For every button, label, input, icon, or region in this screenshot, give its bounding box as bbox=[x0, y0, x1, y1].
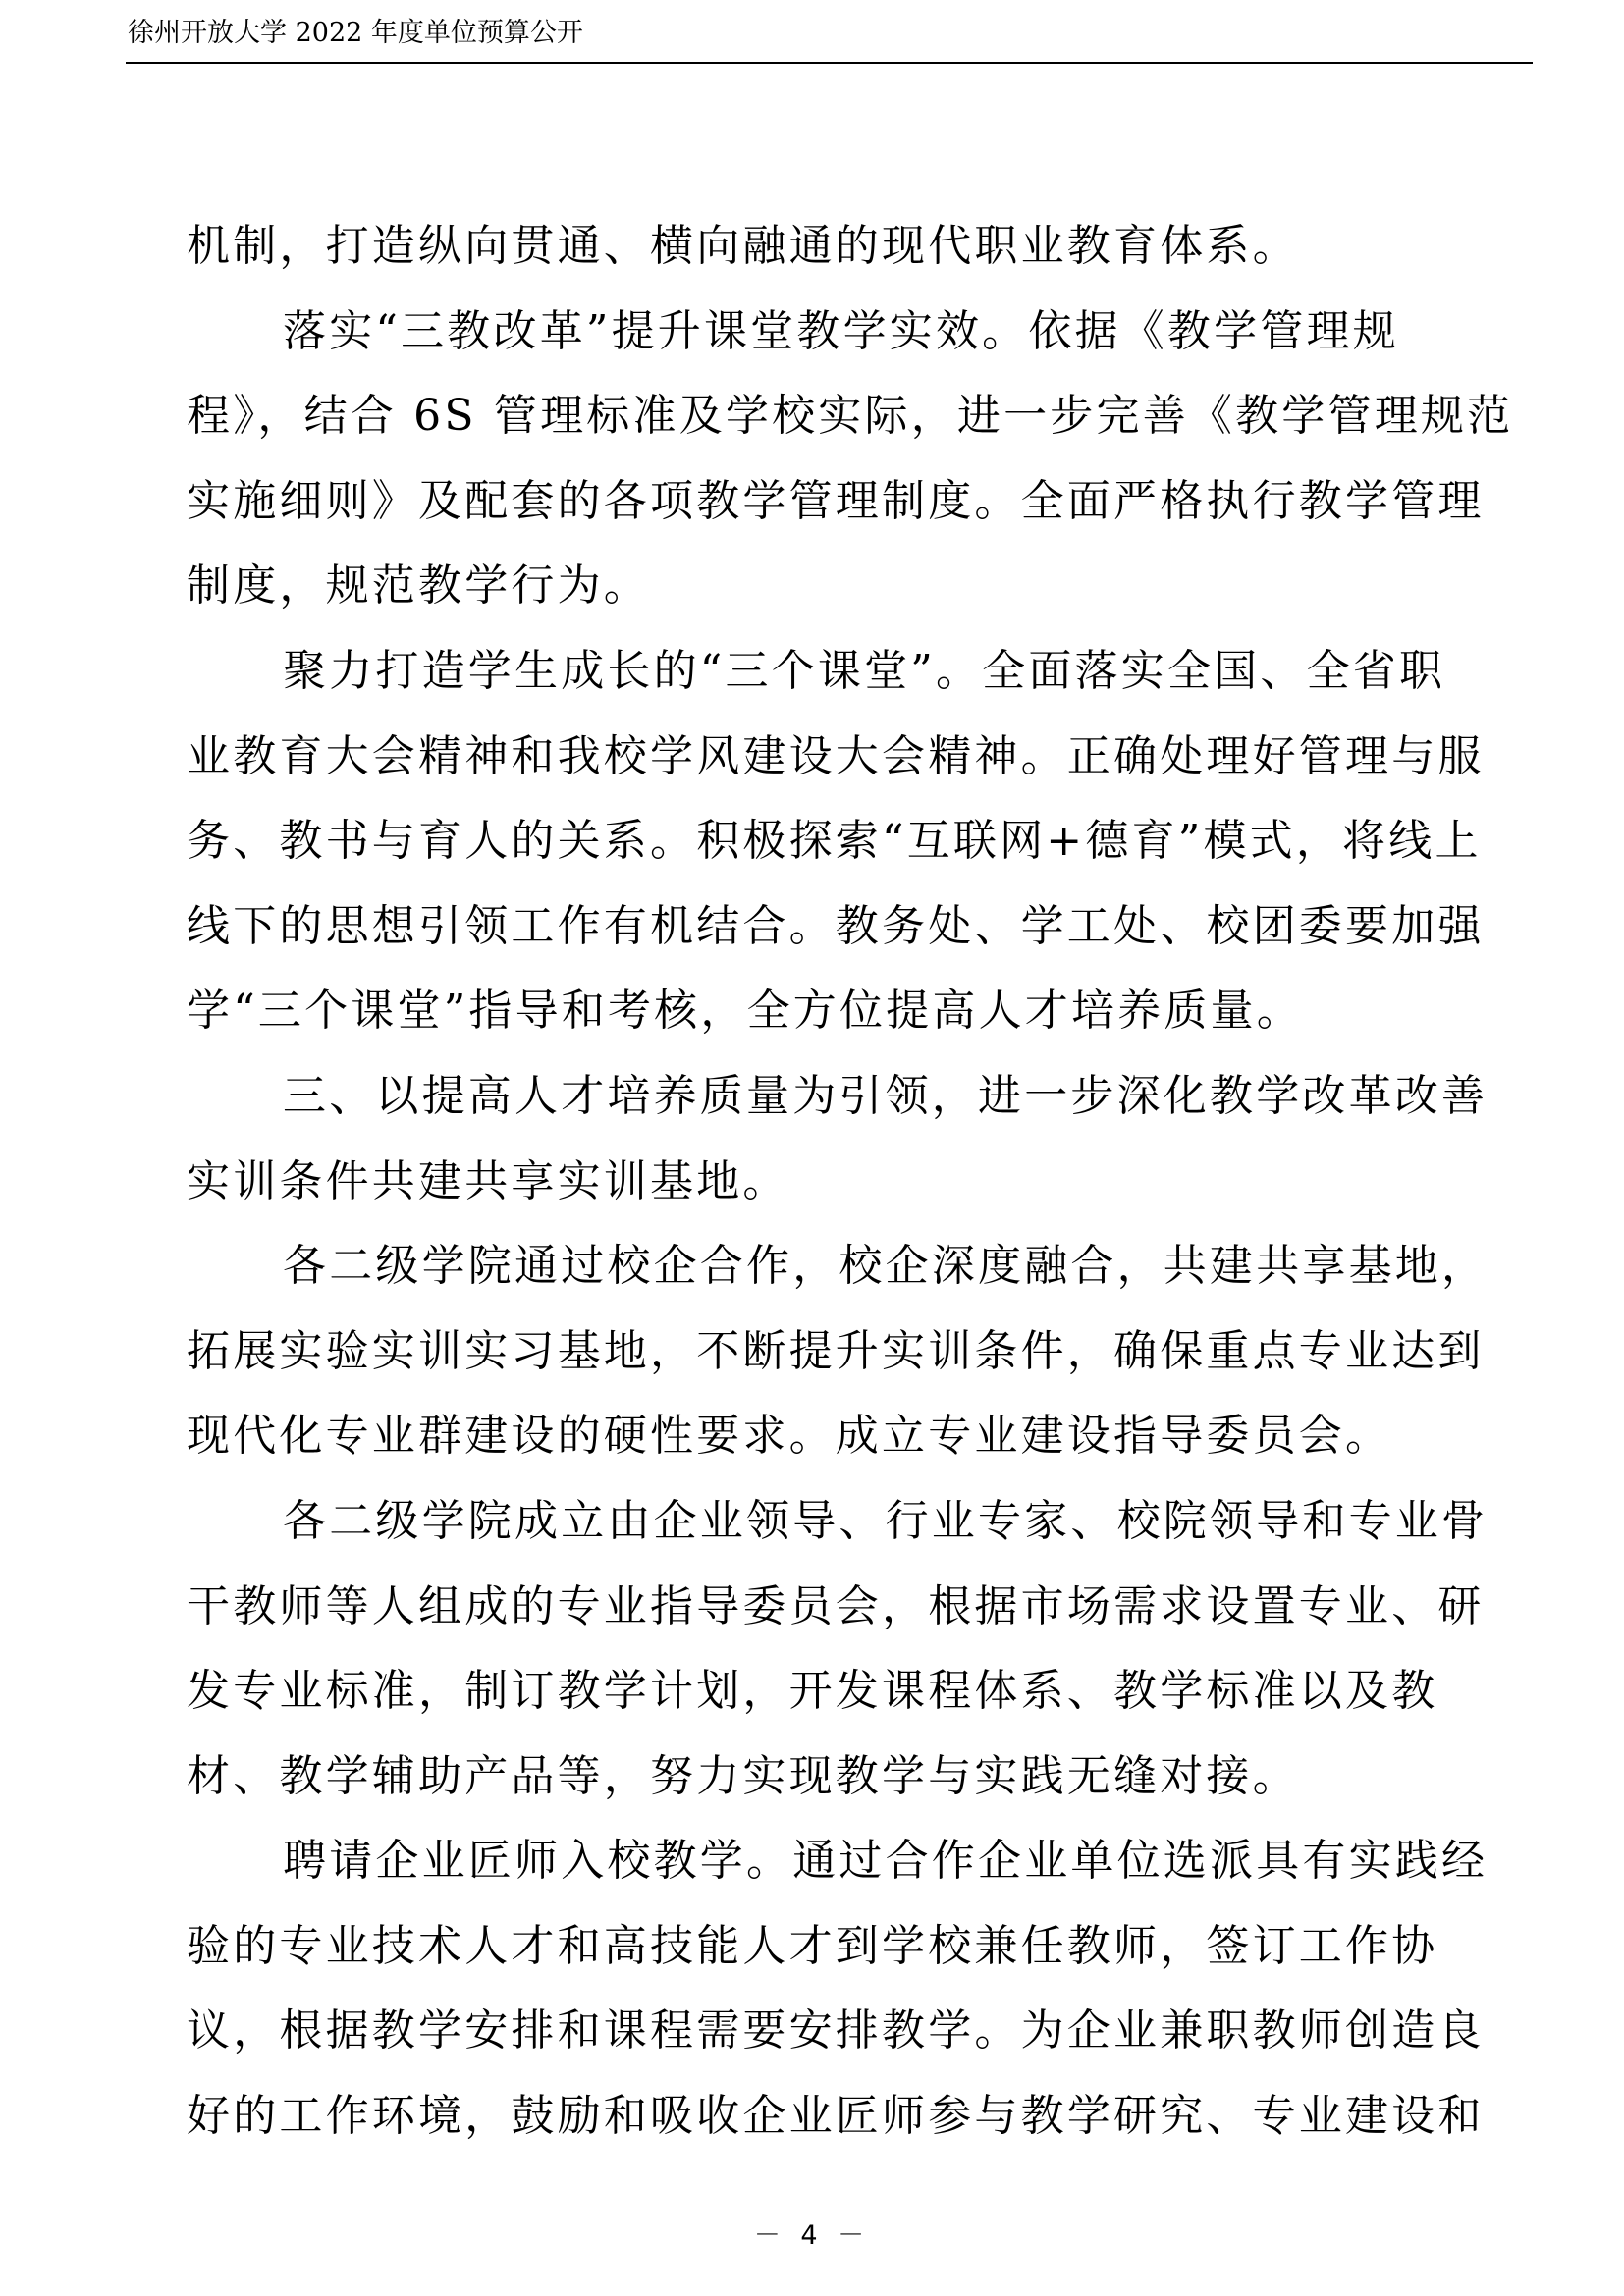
page-number: － 4 － bbox=[753, 2220, 871, 2251]
body-line: 各二级学院通过校企合作，校企深度融合，共建共享基地， bbox=[283, 1241, 1489, 1292]
body-line: 线下的思想引领工作有机结合。教务处、学工处、校团委要加强 bbox=[187, 900, 1485, 951]
body-line: 各二级学院成立由企业领导、行业专家、校院领导和专业骨 bbox=[283, 1495, 1489, 1546]
body-line: 聘请企业匠师入校教学。通过合作企业单位选派具有实践经 bbox=[283, 1836, 1489, 1887]
section-heading-line: 实训条件共建共享实训基地。 bbox=[187, 1155, 789, 1206]
body-line: 学“三个课堂”指导和考核，全方位提高人才培养质量。 bbox=[187, 986, 1303, 1037]
body-line: 务、教书与育人的关系。积极探索“互联网+德育”模式，将线上 bbox=[187, 816, 1482, 867]
body-line: 拓展实验实训实习基地，不断提升实训条件，确保重点专业达到 bbox=[187, 1325, 1485, 1376]
body-line: 议，根据教学安排和课程需要安排教学。为企业兼职教师创造良 bbox=[187, 2005, 1485, 2056]
body-line: 好的工作环境，鼓励和吸收企业匠师参与教学研究、专业建设和 bbox=[187, 2091, 1485, 2142]
body-line: 验的专业技术人才和高技能人才到学校兼任教师，签订工作协 bbox=[187, 1920, 1438, 1971]
body-line: 实施细则》及配套的各项教学管理制度。全面严格执行教学管理 bbox=[187, 475, 1485, 526]
body-line: 发专业标准，制订教学计划，开发课程体系、教学标准以及教 bbox=[187, 1666, 1438, 1717]
header-divider bbox=[126, 62, 1533, 64]
document-body bbox=[187, 212, 1514, 2167]
body-line: 材、教学辅助产品等，努力实现教学与实践无缝对接。 bbox=[187, 1750, 1299, 1801]
body-line: 程》，结合 6S 管理标准及学校实际，进一步完善《教学管理规范 bbox=[187, 391, 1514, 442]
document-header-title: 徐州开放大学 2022 年度单位预算公开 bbox=[128, 18, 583, 48]
body-line: 落实“三教改革”提升课堂教学实效。依据《教学管理规 bbox=[283, 305, 1399, 356]
body-line: 现代化专业群建设的硬性要求。成立专业建设指导委员会。 bbox=[187, 1411, 1392, 1462]
section-heading-line: 三、以提高人才培养质量为引领，进一步深化教学改革改善 bbox=[283, 1070, 1489, 1121]
body-line: 制度，规范教学行为。 bbox=[187, 561, 650, 612]
body-line: 聚力打造学生成长的“三个课堂”。全面落实全国、全省职 bbox=[283, 645, 1446, 696]
body-line: 业教育大会精神和我校学风建设大会精神。正确处理好管理与服 bbox=[187, 730, 1485, 781]
body-line: 干教师等人组成的专业指导委员会，根据市场需求设置专业、研 bbox=[187, 1580, 1485, 1631]
body-line: 机制，打造纵向贯通、横向融通的现代职业教育体系。 bbox=[187, 221, 1299, 271]
